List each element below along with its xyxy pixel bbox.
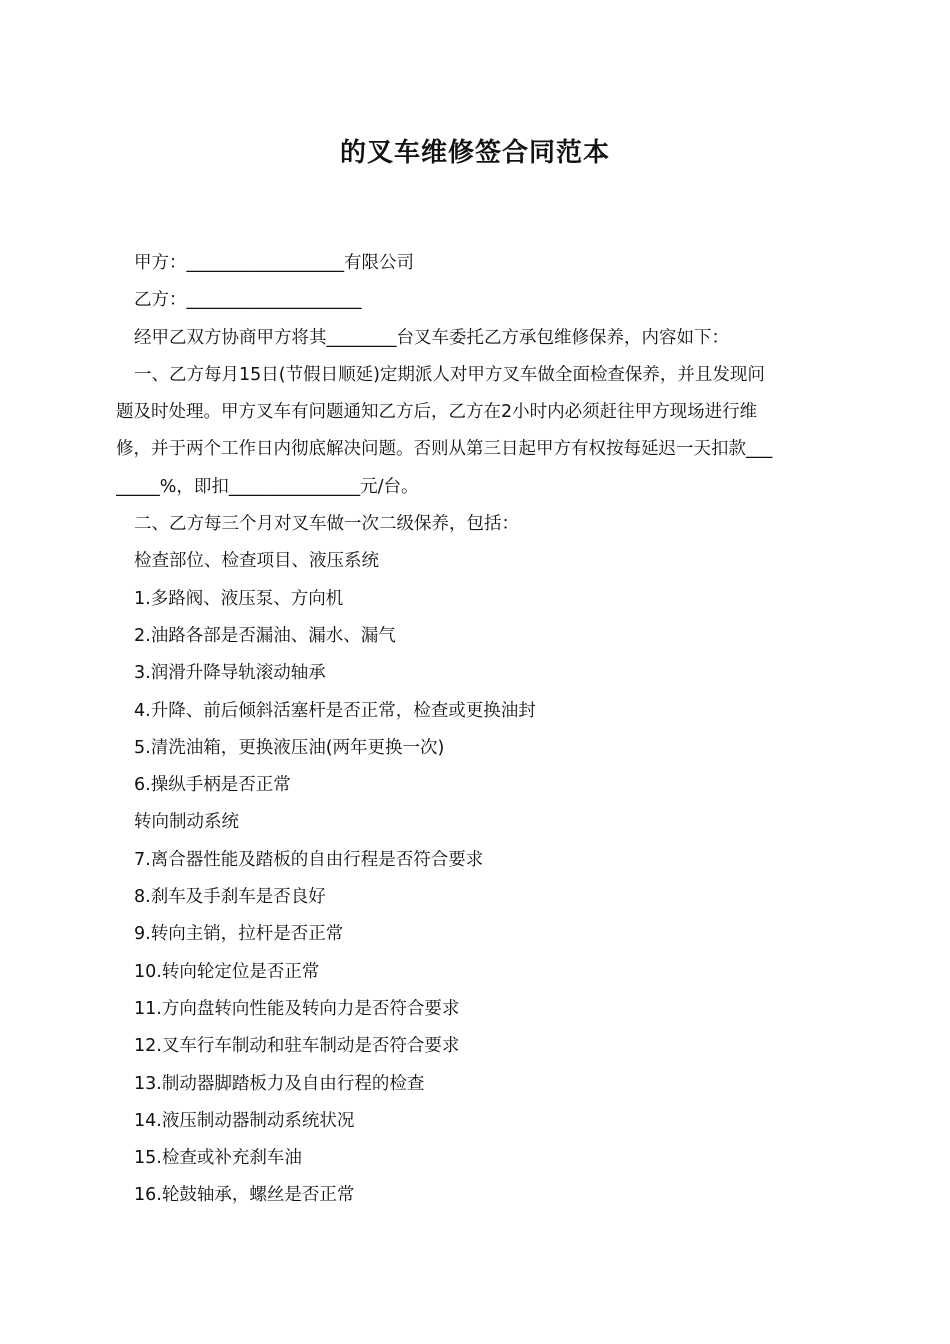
list-item: 14.液压制动器制动系统状况 [134, 1110, 355, 1131]
list-item: 12.叉车行车制动和驻车制动是否符合要求 [134, 1036, 460, 1057]
party-b-line: 乙方：____________________ [134, 290, 362, 311]
clause-1-line-2: 题及时处理。甲方叉车有问题通知乙方后，乙方在2小时内必须赶往甲方现场进行维 [116, 402, 758, 423]
clause-2-paragraph: 二、乙方每三个月对叉车做一次二级保养，包括： [134, 514, 519, 535]
list-item: 1.多路阀、液压泵、方向机 [134, 588, 344, 609]
list-item: 8.刹车及手刹车是否良好 [134, 887, 326, 908]
list-item: 6.操纵手柄是否正常 [134, 775, 291, 796]
list-item: 16.轮鼓轴承，螺丝是否正常 [134, 1185, 355, 1206]
clause-1-line-3: 修，并于两个工作日内彻底解决问题。否则从第三日起甲方有权按每延迟一天扣款___ [116, 439, 773, 460]
list-item: 13.制动器脚踏板力及自由行程的检查 [134, 1073, 425, 1094]
list-item: 2.油路各部是否漏油、漏水、漏气 [134, 625, 396, 646]
list-item: 10.转向轮定位是否正常 [134, 961, 320, 982]
section-heading-steering: 转向制动系统 [134, 812, 239, 833]
clause-1-line-4: _____%，即扣_______________元/台。 [116, 476, 419, 497]
list-item: 9.转向主销，拉杆是否正常 [134, 924, 344, 945]
document-body [116, 245, 838, 1215]
section-heading-hydraulic: 检查部位、检查项目、液压系统 [134, 551, 379, 572]
list-item: 11.方向盘转向性能及转向力是否符合要求 [134, 998, 460, 1019]
list-item: 5.清洗油箱，更换液压油(两年更换一次) [134, 737, 445, 758]
list-item: 3.润滑升降导轨滚动轴承 [134, 663, 326, 684]
list-item: 15.检查或补充刹车油 [134, 1148, 302, 1169]
intro-paragraph: 经甲乙双方协商甲方将其________台叉车委托乙方承包维修保养，内容如下： [134, 327, 729, 348]
list-item: 7.离合器性能及踏板的自由行程是否符合要求 [134, 849, 484, 870]
list-item: 4.升降、前后倾斜活塞杆是否正常，检查或更换油封 [134, 700, 536, 721]
document-title: 的叉车维修签合同范本 [339, 138, 610, 168]
party-a-line: 甲方：__________________有限公司 [134, 253, 414, 273]
clause-1-line-1: 一、乙方每月15日(节假日顺延)定期派人对甲方叉车做全面检查保养，并且发现问 [134, 364, 765, 385]
